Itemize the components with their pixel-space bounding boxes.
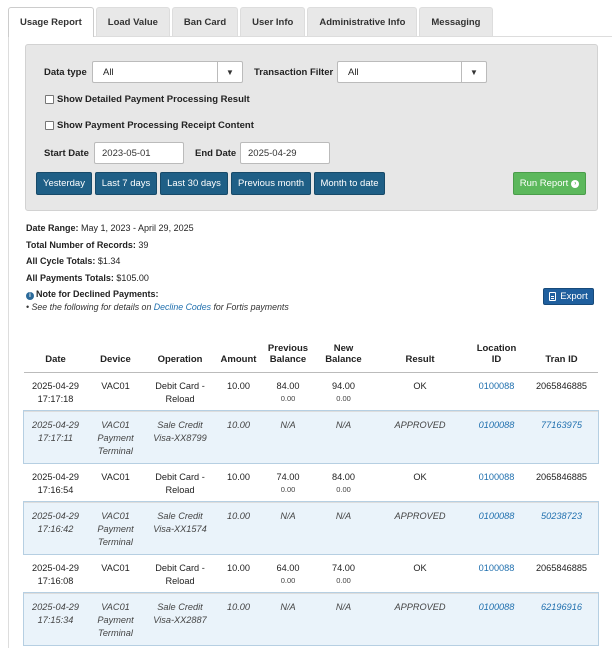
- cell-tran-id: [525, 502, 598, 554]
- info-icon: i: [26, 292, 34, 300]
- col-location-id[interactable]: [468, 338, 525, 372]
- total-records: [26, 240, 148, 250]
- cell-date: [24, 372, 87, 411]
- new-balance-sub: 0.00: [336, 484, 351, 494]
- table-row: [24, 554, 598, 593]
- cycle-totals-value: $1.34: [95, 256, 121, 266]
- cell-tran-id: [525, 372, 598, 411]
- date-text: 2025-04-29: [32, 562, 79, 573]
- cell-new-balance: [315, 372, 372, 411]
- cell-previous-balance: [261, 593, 315, 645]
- cell-device: [87, 411, 144, 463]
- data-type-value: All: [103, 66, 114, 78]
- cell-operation: [144, 554, 216, 593]
- end-date-input[interactable]: 2025-04-29: [240, 142, 330, 164]
- operation-line2: Reload: [165, 393, 195, 404]
- cell-location-id: [468, 593, 525, 645]
- header-line: Balance: [269, 353, 307, 365]
- cell-previous-balance: [261, 411, 315, 463]
- decline-codes-note: [26, 302, 289, 312]
- col-new-balance[interactable]: [315, 338, 372, 372]
- device-text: VAC01: [101, 380, 130, 391]
- export-button[interactable]: [543, 288, 594, 305]
- device-text: VAC01: [101, 601, 130, 612]
- last-7-days-button[interactable]: Last 7 days: [95, 172, 157, 195]
- start-date-input[interactable]: 2023-05-01: [94, 142, 184, 164]
- date-text: 2025-04-29: [32, 419, 79, 430]
- tab-load-value[interactable]: Load Value: [96, 7, 170, 36]
- tab-bar: [8, 7, 612, 36]
- cell-tran-id: [525, 463, 598, 502]
- device-text: VAC01: [101, 419, 130, 430]
- device-text: VAC01: [101, 562, 130, 573]
- detailed-result-checkbox[interactable]: [45, 94, 250, 105]
- location-id-link[interactable]: 0100088: [478, 380, 515, 391]
- tab-administrative-info[interactable]: Administrative Info: [307, 7, 417, 36]
- col-device[interactable]: Device: [87, 338, 144, 372]
- previous-balance-text: N/A: [280, 419, 296, 430]
- header-line: Previous: [267, 342, 309, 354]
- end-date-label: End Date: [195, 148, 237, 159]
- cycle-totals: [26, 256, 120, 266]
- note-prefix: • See the following for details on: [26, 302, 154, 312]
- tran-id-text: 2065846885: [535, 562, 588, 573]
- previous-balance-text: N/A: [280, 601, 296, 612]
- document-icon: [549, 292, 556, 301]
- chevron-down-icon: ▼: [217, 62, 242, 82]
- yesterday-button[interactable]: Yesterday: [36, 172, 92, 195]
- cell-date: [24, 463, 87, 502]
- cell-result: OK: [372, 463, 468, 502]
- device-text: VAC01: [101, 471, 130, 482]
- cell-device: [87, 554, 144, 593]
- cell-operation: [144, 372, 216, 411]
- col-operation[interactable]: Operation: [144, 338, 216, 372]
- cell-date: [24, 554, 87, 593]
- run-report-label: Run Report: [519, 178, 569, 189]
- cell-new-balance: [315, 411, 372, 463]
- col-date[interactable]: Date: [24, 338, 87, 372]
- header-line: Balance: [325, 353, 362, 365]
- cell-operation: [144, 411, 216, 463]
- tran-id-text: 2065846885: [535, 380, 588, 391]
- time-text: 17:16:42: [37, 523, 74, 534]
- operation-line1: Sale Credit: [157, 601, 203, 612]
- cell-amount: 10.00: [216, 554, 261, 593]
- table-row: [24, 372, 598, 411]
- cell-operation: [144, 502, 216, 554]
- table-row: [24, 593, 598, 645]
- location-id-link[interactable]: 0100088: [478, 601, 515, 612]
- operation-line1: Debit Card -: [155, 471, 205, 482]
- cell-amount: 10.00: [216, 502, 261, 554]
- tran-id-link[interactable]: 62196916: [541, 601, 582, 612]
- declined-note: [26, 289, 159, 300]
- tab-ban-card[interactable]: Ban Card: [172, 7, 238, 36]
- new-balance-text: 94.00: [332, 380, 355, 391]
- previous-balance-text: 84.00: [276, 380, 300, 391]
- table-row: [24, 463, 598, 502]
- cell-device: [87, 372, 144, 411]
- operation-line2: Visa-XX2887: [153, 614, 207, 625]
- cell-previous-balance: [261, 502, 315, 554]
- cell-device: [87, 593, 144, 645]
- previous-balance-sub: 0.00: [280, 484, 296, 494]
- cell-device: [87, 463, 144, 502]
- device-subtext: Payment Terminal: [97, 614, 134, 638]
- payments-totals-value: $105.00: [113, 273, 149, 283]
- table-row: [24, 411, 598, 463]
- device-text: VAC01: [101, 510, 130, 521]
- col-tran-id[interactable]: Tran ID: [525, 338, 598, 372]
- total-records-value: 39: [135, 240, 149, 250]
- operation-line1: Debit Card -: [155, 380, 205, 391]
- col-result[interactable]: Result: [372, 338, 468, 372]
- location-id-link[interactable]: 0100088: [478, 510, 515, 521]
- cell-operation: [144, 463, 216, 502]
- time-text: 17:17:18: [37, 393, 74, 404]
- date-text: 2025-04-29: [32, 380, 79, 391]
- operation-line2: Reload: [165, 484, 195, 495]
- cell-tran-id: [525, 593, 598, 645]
- cell-result: OK: [372, 554, 468, 593]
- time-text: 17:16:54: [37, 484, 74, 495]
- date-text: 2025-04-29: [32, 601, 79, 612]
- date-text: 2025-04-29: [32, 471, 79, 482]
- cell-previous-balance: [261, 372, 315, 411]
- cell-operation: [144, 593, 216, 645]
- previous-balance-text: 74.00: [276, 471, 300, 482]
- tab-usage-report[interactable]: Usage Report: [8, 7, 94, 37]
- cell-result: APPROVED: [372, 411, 468, 463]
- arrow-right-circle-icon: ›: [571, 180, 579, 188]
- transaction-filter-select[interactable]: [337, 61, 487, 83]
- checkbox-icon[interactable]: [45, 95, 54, 104]
- data-type-label: Data type: [44, 67, 87, 78]
- tab-user-info[interactable]: User Info: [240, 7, 305, 36]
- new-balance-text: 84.00: [332, 471, 355, 482]
- operation-line2: Reload: [165, 575, 195, 586]
- table-row: [24, 502, 598, 554]
- cell-date: [24, 411, 87, 463]
- location-id-link[interactable]: 0100088: [478, 471, 515, 482]
- cell-previous-balance: [261, 463, 315, 502]
- data-type-select[interactable]: [92, 61, 243, 83]
- payments-totals-label: All Payments Totals:: [26, 273, 114, 283]
- note-suffix: for Fortis payments: [211, 302, 289, 312]
- cell-location-id: [468, 372, 525, 411]
- cell-amount: 10.00: [216, 372, 261, 411]
- start-date-label: Start Date: [44, 148, 89, 159]
- location-id-link[interactable]: 0100088: [478, 562, 515, 573]
- date-range-label: Date Range:: [26, 223, 79, 233]
- operation-line1: Sale Credit: [157, 419, 203, 430]
- cell-new-balance: [315, 593, 372, 645]
- cell-location-id: [468, 411, 525, 463]
- previous-balance-text: 64.00: [276, 562, 300, 573]
- cell-date: [24, 593, 87, 645]
- cell-result: OK: [372, 372, 468, 411]
- usage-table: [24, 338, 598, 646]
- cell-result: APPROVED: [372, 502, 468, 554]
- operation-line1: Sale Credit: [157, 510, 203, 521]
- transaction-filter-label: Transaction Filter: [254, 67, 334, 78]
- new-balance-text: N/A: [335, 601, 352, 612]
- cell-tran-id: [525, 411, 598, 463]
- previous-balance-text: N/A: [280, 510, 296, 521]
- tab-messaging[interactable]: Messaging: [419, 7, 492, 36]
- new-balance-text: N/A: [335, 510, 352, 521]
- total-records-label: Total Number of Records:: [26, 240, 136, 250]
- declined-note-label: Note for Declined Payments:: [36, 289, 159, 299]
- col-previous-balance[interactable]: [261, 338, 315, 372]
- cell-previous-balance: [261, 554, 315, 593]
- operation-line2: Visa-XX1574: [153, 523, 207, 534]
- cell-location-id: [468, 554, 525, 593]
- table-header-row: [24, 338, 598, 372]
- cell-date: [24, 502, 87, 554]
- time-text: 17:16:08: [37, 575, 74, 586]
- checkbox-icon[interactable]: [45, 121, 54, 130]
- previous-month-button[interactable]: Previous month: [231, 172, 311, 195]
- date-range: [26, 223, 194, 233]
- receipt-content-label: Show Payment Processing Receipt Content: [57, 120, 254, 131]
- location-id-link[interactable]: 0100088: [478, 419, 515, 430]
- new-balance-text: 74.00: [332, 562, 355, 573]
- tran-id-link[interactable]: 50238723: [541, 510, 582, 521]
- cell-amount: 10.00: [216, 411, 261, 463]
- cell-location-id: [468, 463, 525, 502]
- operation-line2: Visa-XX8799: [153, 432, 207, 443]
- cell-location-id: [468, 502, 525, 554]
- chevron-down-icon: ▼: [461, 62, 486, 82]
- filter-panel: [25, 44, 598, 211]
- device-subtext: Payment Terminal: [97, 432, 134, 456]
- run-report-button[interactable]: [513, 172, 586, 195]
- previous-balance-sub: 0.00: [280, 393, 296, 403]
- cell-tran-id: [525, 554, 598, 593]
- tran-id-text: 2065846885: [535, 471, 588, 482]
- cell-amount: 10.00: [216, 463, 261, 502]
- header-line: Location: [476, 342, 517, 354]
- new-balance-sub: 0.00: [336, 575, 351, 585]
- cell-new-balance: [315, 502, 372, 554]
- time-text: 17:17:11: [37, 432, 74, 443]
- cell-device: [87, 502, 144, 554]
- cell-result: APPROVED: [372, 593, 468, 645]
- operation-line1: Debit Card -: [155, 562, 205, 573]
- time-text: 17:15:34: [37, 614, 74, 625]
- detailed-result-label: Show Detailed Payment Processing Result: [57, 94, 250, 105]
- month-to-date-button[interactable]: Month to date: [314, 172, 385, 195]
- cell-new-balance: [315, 554, 372, 593]
- decline-codes-link[interactable]: Decline Codes: [153, 302, 211, 312]
- receipt-content-checkbox[interactable]: [45, 120, 254, 131]
- new-balance-sub: 0.00: [336, 393, 351, 403]
- cycle-totals-label: All Cycle Totals:: [26, 256, 96, 266]
- device-subtext: Payment Terminal: [97, 523, 134, 547]
- header-line: New: [333, 342, 354, 354]
- date-range-value: May 1, 2023 - April 29, 2025: [78, 223, 194, 233]
- previous-balance-sub: 0.00: [280, 575, 296, 585]
- payments-totals: [26, 273, 149, 283]
- tran-id-link[interactable]: 77163975: [541, 419, 582, 430]
- export-label: Export: [560, 291, 588, 302]
- new-balance-text: N/A: [335, 419, 352, 430]
- col-amount[interactable]: Amount: [216, 338, 261, 372]
- transaction-filter-value: All: [348, 66, 359, 78]
- cell-new-balance: [315, 463, 372, 502]
- cell-amount: 10.00: [216, 593, 261, 645]
- last-30-days-button[interactable]: Last 30 days: [160, 172, 228, 195]
- date-text: 2025-04-29: [32, 510, 79, 521]
- header-line: ID: [491, 353, 502, 365]
